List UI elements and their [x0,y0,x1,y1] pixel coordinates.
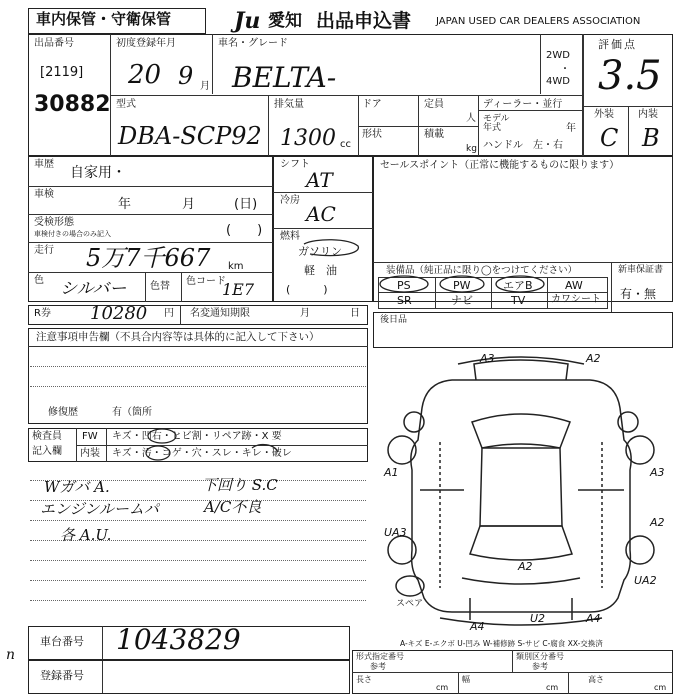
spec-height: 高さ [588,675,604,684]
aircon-label: 冷房 [280,195,300,206]
fuel-circle-mark [296,236,366,262]
drive-separator: ・ [560,64,570,75]
equip-aw: AW [565,279,583,292]
spec-height-unit: cm [654,683,667,692]
spec-length: 長さ [356,675,372,684]
equip-tv: TV [511,294,526,307]
displacement-value: 1300 [280,126,336,151]
damage-legend: A-キズ E-エクボ U-凹み W-補修跡 S-サビ C-腐食 XX-交換済 [400,639,603,648]
inspection-month: 月 [182,197,196,212]
shift-label: シフト [280,159,310,170]
storage-title: 車内保管・守衛保管 [36,10,172,28]
color-label: 色 [34,275,44,286]
inspection-year: 年 [118,197,132,212]
color-change-label: 色替 [150,281,170,292]
recycle-unit: 円 [164,308,174,319]
equip-sr: SR [397,294,412,307]
capacity-label: 定員 [424,99,444,110]
recipient-label: 受検形態 [34,217,74,228]
notes-label: 注意事項申告欄（不具合内容等は具体的に記入して下さい） [36,331,320,343]
inspector-field-label: 記入欄 [32,446,62,457]
spec-ref-1: 参考 [370,662,386,671]
drive-4wd: 4WD [546,76,570,87]
inspector-label: 検査員 [32,431,62,442]
name-change-day: 日 [350,308,360,319]
mark-a1-left: A1 [384,466,399,479]
interior-opt-label: 内装 [80,448,100,459]
shape-label: 形状 [362,129,382,140]
fw-label: FW [82,431,98,442]
car-damage-diagram [380,350,675,640]
fuel-label: 燃料 [280,231,300,242]
equip-ps: PS [397,279,411,292]
reg-number-label: 登録番号 [40,669,84,682]
mark-ua3-left: UA3 [384,526,407,539]
form-title: 出品申込書 [316,10,412,32]
grade-value: 3.5 [598,53,662,99]
shift-value: AT [306,168,333,192]
fuel-diesel: 軽 油 [304,264,337,277]
color-value: シルバー [60,279,127,299]
inspection-day: (日) [234,197,258,212]
recycle-label: R券 [34,308,51,319]
car-name-label: 車名・グレード [218,38,288,49]
history-value: 自家用・ [70,165,126,181]
mark-a2-rear: A2 [518,560,533,573]
exterior-label: 外装 [594,109,614,120]
aircon-value: AC [306,202,336,226]
spec-label-2: 類別区分番号 [516,652,564,661]
mark-a3-front: A3 [480,352,495,365]
lot-bracket-code: [2119] [40,65,84,80]
exterior-grade: C [600,124,619,152]
capacity-unit: 人 [466,113,476,124]
equip-pw: PW [453,279,471,292]
warranty-label: 新車保証書 [618,265,664,275]
note-line-2: エンジンルームパ [40,500,159,518]
fuel-paren: ( ) [286,283,328,296]
model-year-label: モデル年式 [483,114,510,133]
registration-month-unit: 月 [200,81,210,92]
car-name-value: BELTA- [232,61,337,94]
repair-value: 有（箇所 [112,407,152,418]
interior-grade: B [642,124,660,152]
chassis-label: 車台番号 [40,635,84,648]
note-line-1: Wガバ A. [44,478,110,496]
inspection-label: 車検 [34,189,54,200]
spec-ref-2: 参考 [532,662,548,671]
color-code-label: 色コード [186,276,226,287]
mileage-value: 5万7千667 [86,244,211,272]
sales-point-label: セールスポイント（正常に機能するものに限ります） [380,160,620,171]
spec-width-unit: cm [546,683,559,692]
handle-label: ハンドル 左・右 [483,140,563,151]
registration-label: 初度登録年月 [116,38,176,49]
mark-u2-rear: U2 [530,612,546,625]
mileage-label: 走行 [34,245,54,256]
fuel-gasoline: ガソリン [298,245,342,258]
fw-options: キズ・凹右・ヒビ割・リペア跡・X 要 [112,431,282,442]
recycle-value: 10280 [90,303,148,324]
lot-number: 30882 [34,92,111,117]
note-right-2: A/C不良 [204,498,262,516]
interior-label: 内装 [638,109,658,120]
equip-navi: ナビ [451,294,473,307]
spec-label-1: 形式指定番号 [356,652,404,661]
history-label: 車歴 [34,159,54,170]
model-label: 型式 [116,99,136,110]
chassis-value: 1043829 [116,623,241,656]
grade-label: 評価点 [598,38,637,51]
repair-label: 修復歴 [48,407,78,418]
association-name: JAPAN USED CAR DEALERS ASSOCIATION [436,16,641,27]
recipient-note: 車検付きの場合のみ記入 [34,230,111,238]
displacement-label: 排気量 [274,99,304,110]
org-name: 愛知 [268,11,302,31]
equipment-circles [378,274,548,296]
mark-a4-rear-left: A4 [470,620,485,633]
equipment-label: 装備品（純正品に限り◯をつけてください） [386,265,578,276]
load-unit: kg [466,144,477,154]
drive-2wd: 2WD [546,50,570,61]
note-line-3: 各 A.U. [60,526,112,544]
name-change-label: 名変通知期限 [190,308,250,319]
displacement-unit: cc [340,139,351,150]
mark-a4-rear-right: A4 [586,612,601,625]
equip-airbag: エアB [503,279,533,292]
spec-width: 幅 [462,675,470,684]
note-right-1: 下回り S.C [202,476,278,494]
receipt-label: 後日品 [380,315,408,325]
door-label: ドア [362,99,382,110]
equip-leather-seat: カワシート [551,294,601,305]
mark-a2-right: A2 [650,516,665,529]
recipient-paren: ( ) [226,223,263,238]
mark-ua2-right: UA2 [634,574,657,587]
model-year-unit: 年 [566,123,576,134]
color-code-value: 1E7 [222,280,255,299]
interior-options: キズ・汚・コゲ・穴・スレ・キレ・破レ [112,448,292,459]
spare-label: スペア [396,599,424,609]
warranty-value: 有・無 [620,287,657,301]
spec-length-unit: cm [436,683,449,692]
registration-year: 20 [128,60,162,90]
mark-a2-front: A2 [586,352,601,365]
load-label: 積載 [424,129,444,140]
model-value: DBA-SCP92 [118,122,262,150]
registration-month: 9 [178,62,194,90]
mark-a3-right: A3 [650,466,665,479]
mileage-unit: km [228,261,244,272]
ju-logo: Ju [234,8,261,34]
dealer-label: ディーラー・並行 [483,99,563,110]
inspector-circles [140,426,290,462]
margin-mark: n [6,647,16,663]
name-change-month: 月 [300,308,310,319]
lot-label: 出品番号 [34,38,74,49]
after-sales-box [373,312,673,348]
